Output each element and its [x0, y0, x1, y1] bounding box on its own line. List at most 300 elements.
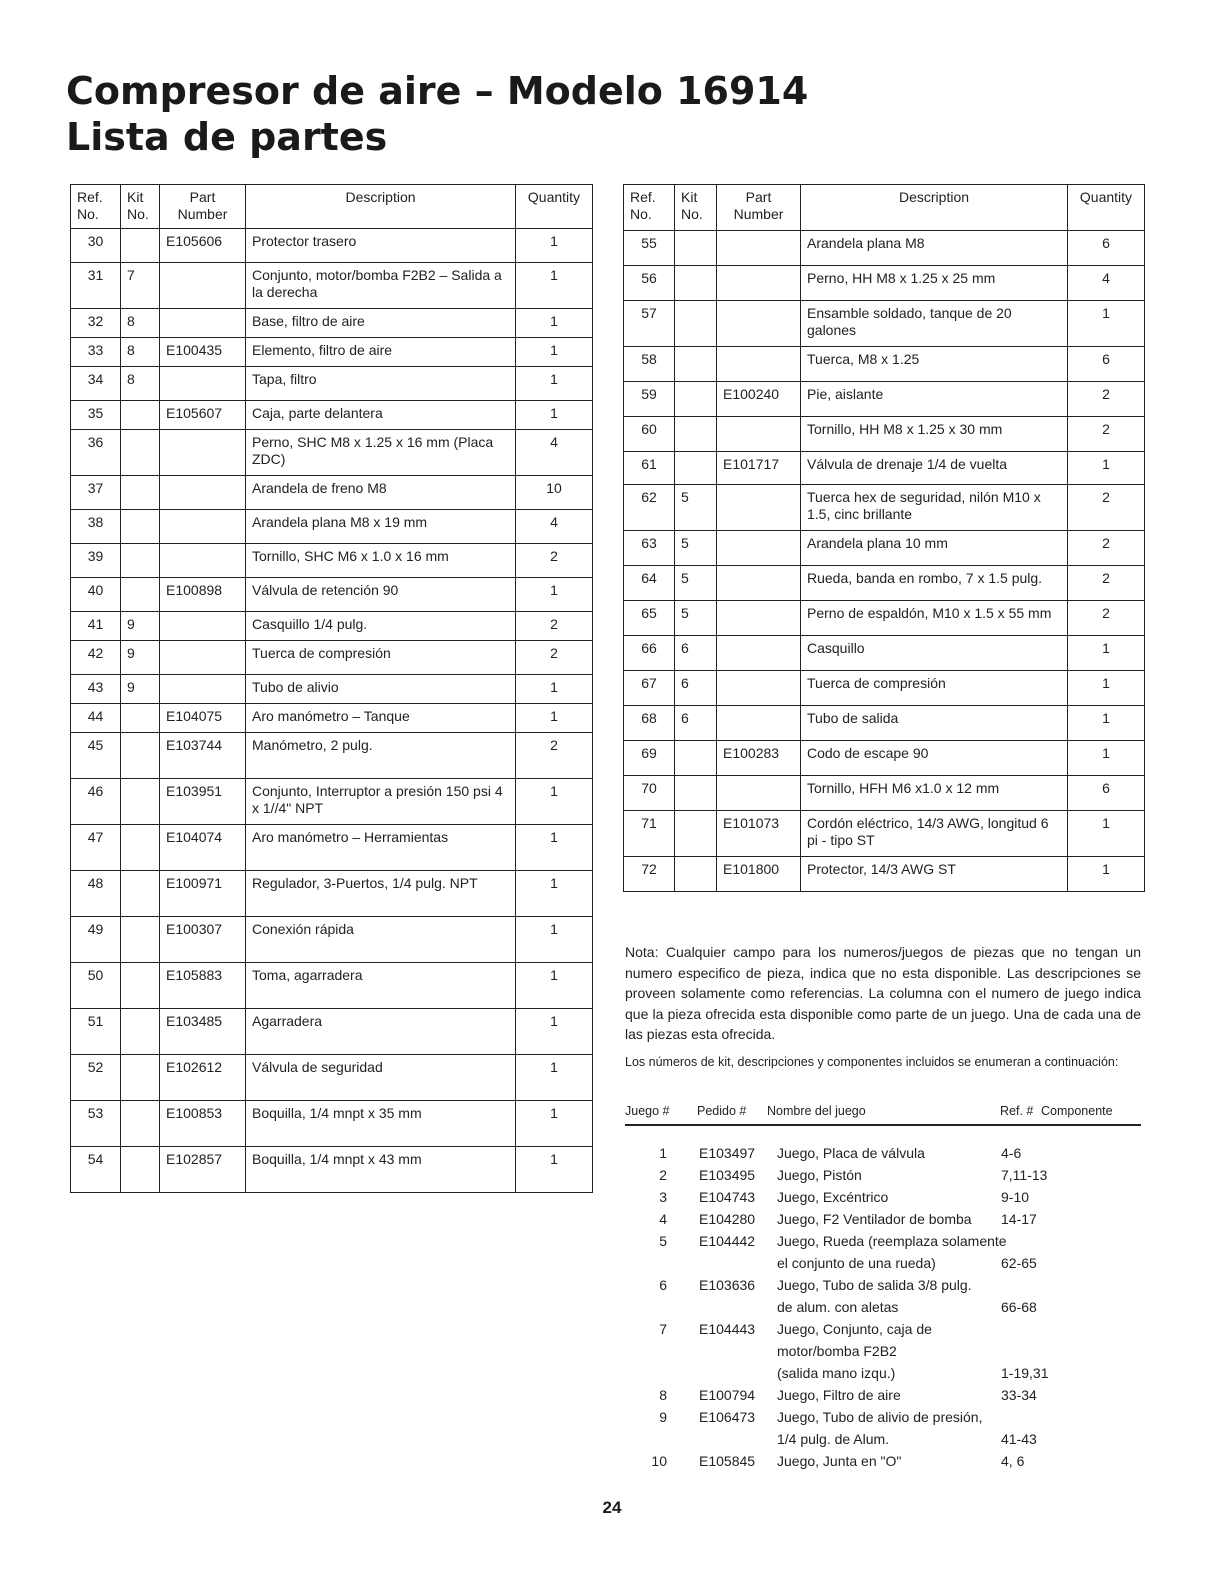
- part-number-cell: E105883: [160, 963, 246, 1009]
- kit-no-cell: [121, 1101, 160, 1147]
- part-number-cell: [160, 612, 246, 641]
- ref-no-cell: 34: [71, 367, 121, 401]
- quantity-cell: 2: [1068, 601, 1145, 636]
- kit-no-cell: [121, 544, 160, 578]
- kit-no-cell: [675, 301, 717, 347]
- parts-table-right: [623, 184, 1145, 892]
- part-number-cell: [160, 544, 246, 578]
- description-header: Description: [246, 185, 516, 229]
- table-row: [71, 871, 593, 917]
- description-cell: Arandela plana 10 mm: [801, 531, 1068, 566]
- part-number-cell: [717, 566, 801, 601]
- table-row: [624, 636, 1145, 671]
- kit-name-line: (salida mano izqu.): [777, 1365, 896, 1381]
- table-row: [624, 452, 1145, 485]
- description-cell: Boquilla, 1/4 mnpt x 35 mm: [246, 1101, 516, 1147]
- part-number-cell: [717, 706, 801, 741]
- quantity-cell: 4: [1068, 266, 1145, 301]
- part-number-cell: [717, 417, 801, 452]
- kit-no-cell: [121, 578, 160, 612]
- kit-name-line: Juego, Pistón: [777, 1167, 862, 1183]
- part-number-cell: [717, 266, 801, 301]
- description-cell: Protector, 14/3 AWG ST: [801, 857, 1068, 892]
- kit-number: 8: [659, 1387, 667, 1403]
- part-number-cell: [160, 430, 246, 476]
- part-number-cell: E100307: [160, 917, 246, 963]
- description-cell: Tapa, filtro: [246, 367, 516, 401]
- table-row: [71, 825, 593, 871]
- description-cell: Pie, aislante: [801, 382, 1068, 417]
- quantity-cell: 1: [516, 309, 593, 338]
- table-row: [624, 347, 1145, 382]
- kit-row: [625, 1208, 1145, 1230]
- kit-row: [625, 1230, 1145, 1274]
- ref-no-cell: 39: [71, 544, 121, 578]
- kit-no-cell: 6: [675, 636, 717, 671]
- ref-no-header: Ref. No.: [71, 185, 121, 229]
- ref-no-cell: 55: [624, 231, 675, 266]
- description-cell: Rueda, banda en rombo, 7 x 1.5 pulg.: [801, 566, 1068, 601]
- quantity-cell: 1: [516, 229, 593, 263]
- table-row: [71, 963, 593, 1009]
- ref-no-cell: 36: [71, 430, 121, 476]
- kit-no-cell: [675, 347, 717, 382]
- quantity-cell: 1: [516, 1101, 593, 1147]
- ref-no-cell: 33: [71, 338, 121, 367]
- kit-number: 4: [659, 1211, 667, 1227]
- description-cell: Casquillo 1/4 pulg.: [246, 612, 516, 641]
- ref-no-cell: 56: [624, 266, 675, 301]
- quantity-cell: 1: [1068, 741, 1145, 776]
- table-row: [71, 1147, 593, 1193]
- kit-name-line: Juego, Filtro de aire: [777, 1387, 901, 1403]
- quantity-cell: 1: [516, 263, 593, 309]
- part-number-cell: [717, 671, 801, 706]
- description-cell: Elemento, filtro de aire: [246, 338, 516, 367]
- description-cell: Boquilla, 1/4 mnpt x 43 mm: [246, 1147, 516, 1193]
- kit-order-number: E106473: [699, 1409, 756, 1425]
- quantity-cell: 1: [1068, 636, 1145, 671]
- kit-no-cell: [121, 1147, 160, 1193]
- table-row: [624, 566, 1145, 601]
- kit-no-header: Kit No.: [675, 185, 717, 231]
- table-row: [71, 401, 593, 430]
- kit-name: [777, 1186, 1001, 1208]
- kit-name-line: Juego, F2 Ventilador de bomba: [777, 1211, 972, 1227]
- part-number-header: Part Number: [160, 185, 246, 229]
- parts-table-right-body: [624, 231, 1145, 892]
- part-number-cell: E100435: [160, 338, 246, 367]
- table-row: [71, 544, 593, 578]
- quantity-cell: 4: [516, 510, 593, 544]
- page-title: [66, 68, 808, 160]
- kit-no-cell: [121, 917, 160, 963]
- kit-row: [625, 1274, 1145, 1318]
- table-row: [71, 367, 593, 401]
- table-row: [71, 1055, 593, 1101]
- kit-name: [777, 1450, 1001, 1472]
- quantity-cell: 1: [1068, 671, 1145, 706]
- part-number-cell: [717, 636, 801, 671]
- part-number-cell: E102612: [160, 1055, 246, 1101]
- kit-no-cell: 6: [675, 671, 717, 706]
- table-row: [71, 263, 593, 309]
- quantity-cell: 2: [1068, 566, 1145, 601]
- description-cell: Toma, agarradera: [246, 963, 516, 1009]
- kit-name: [777, 1142, 1001, 1164]
- part-number-cell: [717, 485, 801, 531]
- kit-order-header: Pedido #: [697, 1104, 747, 1118]
- kit-no-cell: 5: [675, 566, 717, 601]
- description-cell: Conexión rápida: [246, 917, 516, 963]
- quantity-cell: 6: [1068, 231, 1145, 266]
- kit-name-line: Juego, Rueda (reemplaza solamente: [777, 1233, 1007, 1249]
- part-number-cell: [160, 367, 246, 401]
- kit-no-cell: [121, 510, 160, 544]
- quantity-cell: 1: [516, 963, 593, 1009]
- quantity-cell: 1: [516, 1009, 593, 1055]
- quantity-cell: 1: [516, 338, 593, 367]
- kit-no-cell: [121, 1055, 160, 1101]
- kit-row: [625, 1318, 1145, 1384]
- ref-no-cell: 66: [624, 636, 675, 671]
- ref-no-cell: 44: [71, 704, 121, 733]
- parts-note: Nota: Cualquier campo para los numeros/juegos de piezas que no tengan un numero especifico de pieza, indica que no esta disponible. Las descripciones se proveen solamente como referencias. La columna con el numero de juego indica que la pieza ofrecida esta disponible como parte de un juego. Una de cada una de las piezas esta ofrecida.: [625, 944, 1141, 1042]
- kit-no-cell: [675, 231, 717, 266]
- part-number-cell: E105606: [160, 229, 246, 263]
- kit-no-cell: 8: [121, 367, 160, 401]
- title-line-1: Compresor de aire – Modelo 16914: [66, 69, 809, 113]
- kit-no-cell: [121, 401, 160, 430]
- kit-ref-components: 14-17: [1001, 1211, 1037, 1227]
- kit-ref-components: 33-34: [1001, 1387, 1037, 1403]
- kit-ref-header: Ref. #: [1000, 1104, 1034, 1118]
- table-row: [71, 229, 593, 263]
- kit-list-header: [625, 1102, 1141, 1126]
- table-row: [71, 917, 593, 963]
- ref-no-cell: 60: [624, 417, 675, 452]
- kit-no-cell: [121, 476, 160, 510]
- kit-name-line: 1/4 pulg. de Alum.: [777, 1431, 890, 1447]
- kit-name: [777, 1274, 1001, 1318]
- table-row: [624, 382, 1145, 417]
- ref-no-cell: 68: [624, 706, 675, 741]
- kit-order-number: E105845: [699, 1453, 756, 1469]
- description-cell: Base, filtro de aire: [246, 309, 516, 338]
- description-cell: Conjunto, motor/bomba F2B2 – Salida a la derecha: [246, 263, 516, 309]
- kit-ref-components: 4-6: [1001, 1145, 1022, 1161]
- part-number-cell: [160, 309, 246, 338]
- kit-no-cell: [121, 779, 160, 825]
- ref-no-cell: 30: [71, 229, 121, 263]
- kit-no-cell: [675, 741, 717, 776]
- quantity-cell: 1: [1068, 706, 1145, 741]
- table-header-row: [71, 185, 593, 229]
- kit-row: [625, 1164, 1145, 1186]
- quantity-cell: 2: [516, 544, 593, 578]
- kit-no-cell: 9: [121, 675, 160, 704]
- kit-ref-components: 62-65: [1001, 1255, 1037, 1271]
- kit-ref-components: 41-43: [1001, 1431, 1037, 1447]
- table-row: [71, 641, 593, 675]
- kit-ref-components: 7,11-13: [1001, 1167, 1048, 1183]
- ref-no-cell: 49: [71, 917, 121, 963]
- ref-no-cell: 38: [71, 510, 121, 544]
- table-row: [71, 779, 593, 825]
- part-number-cell: E101073: [717, 811, 801, 857]
- table-row: [71, 1101, 593, 1147]
- quantity-cell: 2: [516, 641, 593, 675]
- kit-no-cell: [675, 452, 717, 485]
- kit-component-header: Componente: [1041, 1104, 1113, 1118]
- part-number-cell: E100853: [160, 1101, 246, 1147]
- ref-no-cell: 50: [71, 963, 121, 1009]
- kit-no-cell: [121, 430, 160, 476]
- quantity-cell: 2: [516, 733, 593, 779]
- kit-order-number: E100794: [699, 1387, 756, 1403]
- kit-name-header: Nombre del juego: [767, 1104, 866, 1118]
- parts-table-left-body: [71, 229, 593, 1193]
- part-number-cell: [160, 263, 246, 309]
- kit-no-cell: 5: [675, 531, 717, 566]
- kit-name: [777, 1208, 1001, 1230]
- part-number-cell: [160, 641, 246, 675]
- quantity-cell: 2: [1068, 382, 1145, 417]
- kit-name-line: de alum. con aletas: [777, 1299, 899, 1315]
- quantity-cell: 6: [1068, 776, 1145, 811]
- kit-name-line: Juego, Junta en "O": [777, 1453, 902, 1469]
- title-line-2: Lista de partes: [66, 115, 388, 159]
- quantity-header: Quantity: [516, 185, 593, 229]
- description-cell: Válvula de retención 90: [246, 578, 516, 612]
- ref-no-cell: 52: [71, 1055, 121, 1101]
- description-cell: Codo de escape 90: [801, 741, 1068, 776]
- kit-name-line: Juego, Conjunto, caja de: [777, 1321, 932, 1337]
- kit-no-cell: 8: [121, 309, 160, 338]
- ref-no-cell: 48: [71, 871, 121, 917]
- kit-no-cell: 5: [675, 601, 717, 636]
- quantity-cell: 1: [516, 704, 593, 733]
- part-number-cell: [717, 301, 801, 347]
- kit-name: [777, 1318, 1001, 1384]
- ref-no-cell: 62: [624, 485, 675, 531]
- ref-no-header: Ref. No.: [624, 185, 675, 231]
- kit-order-number: E104743: [699, 1189, 756, 1205]
- part-number-cell: [717, 531, 801, 566]
- kit-no-cell: [675, 776, 717, 811]
- kit-no-cell: 9: [121, 641, 160, 675]
- table-row: [624, 706, 1145, 741]
- kit-no-cell: [675, 417, 717, 452]
- kit-name-line: Juego, Tubo de salida 3/8 pulg.: [777, 1277, 972, 1293]
- kit-number: 6: [659, 1277, 667, 1293]
- table-row: [71, 675, 593, 704]
- quantity-cell: 1: [516, 1055, 593, 1101]
- part-number-cell: E103951: [160, 779, 246, 825]
- ref-no-cell: 32: [71, 309, 121, 338]
- part-number-cell: [160, 510, 246, 544]
- quantity-cell: 1: [516, 917, 593, 963]
- quantity-cell: 2: [1068, 417, 1145, 452]
- kit-no-header: Kit No.: [121, 185, 160, 229]
- part-number-cell: [717, 776, 801, 811]
- kit-number: 3: [659, 1189, 667, 1205]
- description-header: Description: [801, 185, 1068, 231]
- table-row: [624, 811, 1145, 857]
- kit-no-cell: [675, 811, 717, 857]
- kit-name: [777, 1230, 1007, 1274]
- kit-row: [625, 1406, 1145, 1450]
- description-cell: Tuerca, M8 x 1.25: [801, 347, 1068, 382]
- description-cell: Regulador, 3-Puertos, 1/4 pulg. NPT: [246, 871, 516, 917]
- kit-name-line: Juego, Placa de válvula: [777, 1145, 925, 1161]
- kit-no-cell: [121, 825, 160, 871]
- part-number-cell: E105607: [160, 401, 246, 430]
- part-number-cell: E101800: [717, 857, 801, 892]
- quantity-cell: 1: [516, 825, 593, 871]
- ref-no-cell: 40: [71, 578, 121, 612]
- kit-number: 2: [659, 1167, 667, 1183]
- kit-order-number: E104280: [699, 1211, 756, 1227]
- ref-no-cell: 43: [71, 675, 121, 704]
- kit-no-cell: [675, 266, 717, 301]
- table-row: [624, 485, 1145, 531]
- quantity-cell: 1: [1068, 811, 1145, 857]
- part-number-cell: E103744: [160, 733, 246, 779]
- ref-no-cell: 35: [71, 401, 121, 430]
- kits-intro: Los números de kit, descripciones y componentes incluidos se enumeran a continuación:: [625, 1055, 1119, 1069]
- kit-order-number: E104443: [699, 1321, 756, 1337]
- kit-no-cell: [121, 871, 160, 917]
- table-row: [624, 601, 1145, 636]
- quantity-cell: 4: [516, 430, 593, 476]
- quantity-cell: 1: [516, 401, 593, 430]
- ref-no-cell: 69: [624, 741, 675, 776]
- description-cell: Manómetro, 2 pulg.: [246, 733, 516, 779]
- kit-row: [625, 1186, 1145, 1208]
- ref-no-cell: 65: [624, 601, 675, 636]
- description-cell: Cordón eléctrico, 14/3 AWG, longitud 6 pi - tipo ST: [801, 811, 1068, 857]
- part-number-cell: E102857: [160, 1147, 246, 1193]
- description-cell: Tubo de salida: [801, 706, 1068, 741]
- ref-no-cell: 64: [624, 566, 675, 601]
- part-number-cell: E101717: [717, 452, 801, 485]
- kit-ref-components: 4, 6: [1001, 1453, 1025, 1469]
- kit-no-cell: [675, 382, 717, 417]
- kit-number: 5: [659, 1233, 667, 1249]
- kit-no-cell: [121, 963, 160, 1009]
- kit-number-header: Juego #: [625, 1104, 670, 1118]
- kit-number: 9: [659, 1409, 667, 1425]
- ref-no-cell: 58: [624, 347, 675, 382]
- table-row: [624, 231, 1145, 266]
- part-number-cell: E100283: [717, 741, 801, 776]
- table-header-row: [624, 185, 1145, 231]
- quantity-cell: 1: [1068, 452, 1145, 485]
- kit-number: 10: [651, 1453, 667, 1469]
- table-row: [624, 741, 1145, 776]
- part-number-header: Part Number: [717, 185, 801, 231]
- ref-no-cell: 51: [71, 1009, 121, 1055]
- kit-no-cell: 5: [675, 485, 717, 531]
- description-cell: Aro manómetro – Herramientas: [246, 825, 516, 871]
- table-row: [71, 430, 593, 476]
- kit-name-line: Juego, Excéntrico: [777, 1189, 889, 1205]
- page-number: 24: [602, 1498, 622, 1517]
- kit-name: [777, 1406, 1001, 1450]
- description-cell: Tornillo, HH M8 x 1.25 x 30 mm: [801, 417, 1068, 452]
- part-number-cell: [160, 476, 246, 510]
- description-cell: Tuerca de compresión: [801, 671, 1068, 706]
- description-cell: Válvula de seguridad: [246, 1055, 516, 1101]
- description-cell: Tornillo, HFH M6 x1.0 x 12 mm: [801, 776, 1068, 811]
- ref-no-cell: 57: [624, 301, 675, 347]
- kit-name: [777, 1164, 1001, 1186]
- kit-order-number: E104442: [699, 1233, 756, 1249]
- description-cell: Caja, parte delantera: [246, 401, 516, 430]
- ref-no-cell: 70: [624, 776, 675, 811]
- table-row: [624, 776, 1145, 811]
- ref-no-cell: 37: [71, 476, 121, 510]
- part-number-cell: E104074: [160, 825, 246, 871]
- part-number-cell: [717, 347, 801, 382]
- part-number-cell: E100971: [160, 871, 246, 917]
- ref-no-cell: 61: [624, 452, 675, 485]
- kit-number: 7: [659, 1321, 667, 1337]
- description-cell: Protector trasero: [246, 229, 516, 263]
- kit-row: [625, 1384, 1145, 1406]
- table-row: [71, 510, 593, 544]
- ref-no-cell: 71: [624, 811, 675, 857]
- kit-no-cell: 9: [121, 612, 160, 641]
- table-row: [71, 1009, 593, 1055]
- description-cell: Tubo de alivio: [246, 675, 516, 704]
- table-row: [71, 578, 593, 612]
- kit-order-number: E103495: [699, 1167, 756, 1183]
- kit-order-number: E103497: [699, 1145, 756, 1161]
- description-cell: Agarradera: [246, 1009, 516, 1055]
- ref-no-cell: 41: [71, 612, 121, 641]
- table-row: [71, 309, 593, 338]
- quantity-cell: 2: [516, 612, 593, 641]
- table-row: [624, 857, 1145, 892]
- kit-name-line: Juego, Tubo de alivio de presión,: [777, 1409, 983, 1425]
- kit-no-cell: [121, 704, 160, 733]
- table-row: [624, 671, 1145, 706]
- kit-name: [777, 1384, 1001, 1406]
- description-cell: Arandela de freno M8: [246, 476, 516, 510]
- ref-no-cell: 67: [624, 671, 675, 706]
- ref-no-cell: 46: [71, 779, 121, 825]
- description-cell: Conjunto, Interruptor a presión 150 psi 4 x 1//4" NPT: [246, 779, 516, 825]
- table-row: [71, 704, 593, 733]
- description-cell: Ensamble soldado, tanque de 20 galones: [801, 301, 1068, 347]
- part-number-cell: E103485: [160, 1009, 246, 1055]
- kit-number: 1: [659, 1145, 667, 1161]
- ref-no-cell: 45: [71, 733, 121, 779]
- kit-ref-components: 66-68: [1001, 1299, 1037, 1315]
- kit-no-cell: 6: [675, 706, 717, 741]
- part-number-cell: E100240: [717, 382, 801, 417]
- part-number-cell: [717, 601, 801, 636]
- quantity-cell: 1: [1068, 301, 1145, 347]
- table-row: [71, 476, 593, 510]
- description-cell: Perno, HH M8 x 1.25 x 25 mm: [801, 266, 1068, 301]
- ref-no-cell: 47: [71, 825, 121, 871]
- table-row: [71, 338, 593, 367]
- ref-no-cell: 42: [71, 641, 121, 675]
- table-row: [624, 266, 1145, 301]
